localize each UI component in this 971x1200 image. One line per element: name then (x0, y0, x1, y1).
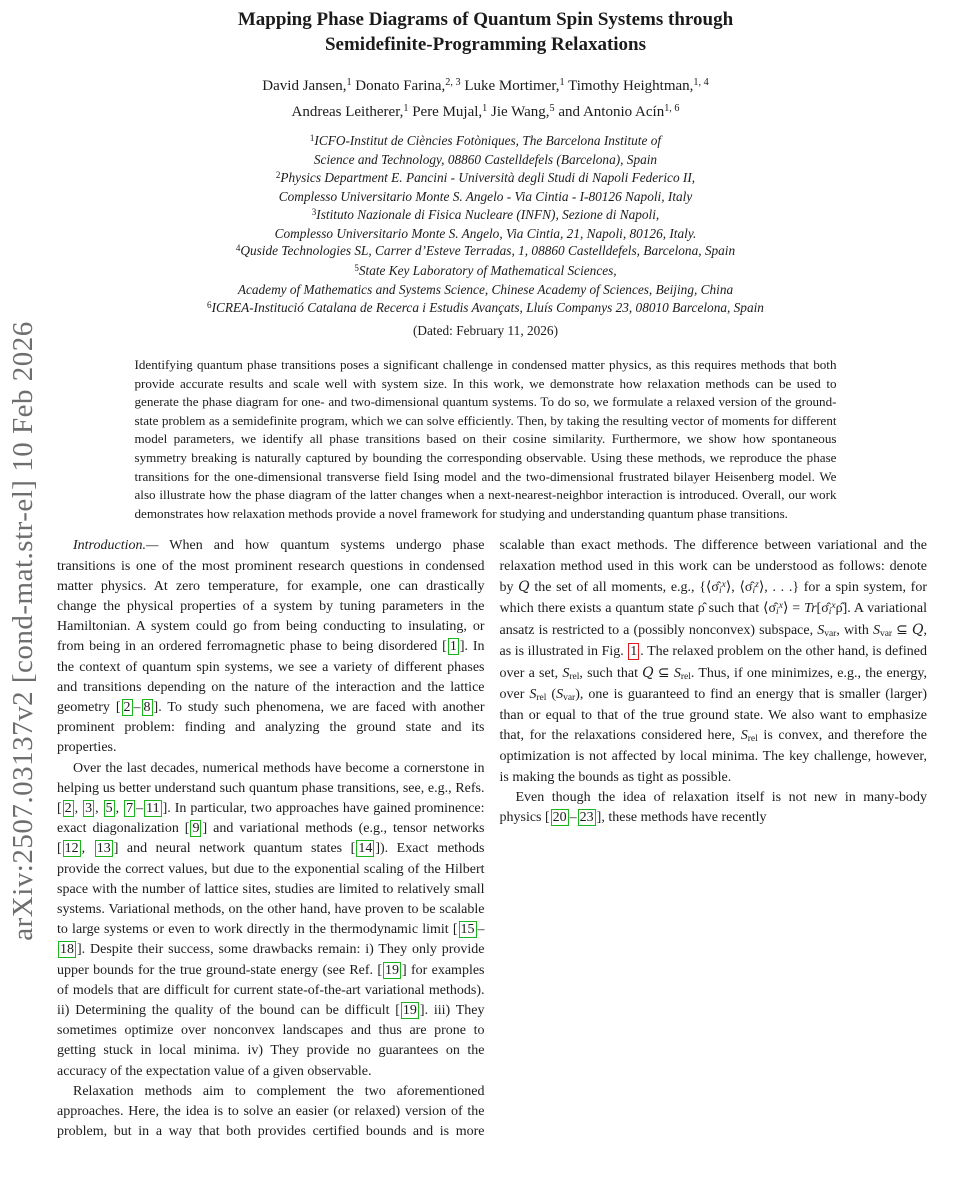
citation-link[interactable]: 19 (402, 1003, 417, 1019)
citation-link[interactable]: 5 (105, 801, 113, 817)
affiliation-list (0, 132, 971, 318)
citation-link[interactable]: 1 (449, 639, 457, 655)
citation-link[interactable]: 12 (64, 841, 79, 857)
citation-link[interactable]: 9 (192, 821, 200, 837)
affiliation-line: Academy of Mathematics and Systems Science, Chinese Academy of Sciences, Beijing, China (237, 282, 734, 298)
citation-link[interactable]: 20 (552, 810, 567, 826)
dated-line: (Dated: February 11, 2026) (413, 323, 558, 339)
affiliation-line: $^3$Istituto Nazionale di Fisica Nucleare (INFN), Sezione di Napoli, (311, 206, 660, 222)
affiliation-line: $^6$ICREA-Institució Catalana de Recerca i Estudis Avançats, Lluís Companys 23, 08010 Barcelona, Spain (207, 299, 764, 315)
citation-link[interactable]: 14 (358, 841, 373, 857)
affiliation-line: Complesso Universitario Monte S. Angelo, Via Cintia, 21, Napoli, 80126, Italy. (274, 226, 697, 242)
citation-link[interactable]: 18 (60, 942, 74, 958)
citation-link[interactable]: 2 (64, 801, 72, 817)
affiliation-line: $^5$State Key Laboratory of Mathematical Sciences, (354, 262, 617, 278)
citation-link[interactable]: 7 (126, 801, 134, 817)
paragraph: Even though the idea of relaxation itself is not new in many-body physics [ 20 – 23 ], these methods have recently (499, 789, 927, 826)
affiliation-line: Science and Technology, 08860 Castelldefels (Barcelona), Spain (313, 152, 658, 168)
paper-title-line-2: Semidefinite-Programming Relaxations (324, 34, 647, 55)
paper-title (0, 7, 971, 57)
citation-link[interactable]: 13 (96, 841, 111, 857)
affiliation-line: $^4$Quside Technologies SL, Carrer d’Esteve Terradas, 1, 08860 Castelldefels, Barcelona, Spain (235, 243, 736, 259)
citation-link[interactable]: 2 (123, 700, 131, 716)
citation-link[interactable]: 3 (85, 801, 93, 817)
author-line: David Jansen,$^1$ Donato Farina,$^{2, 3}$ Luke Mortimer,$^1$ Timothy Heightman,$^{1, 4}$ (262, 77, 709, 94)
author-list (0, 74, 971, 126)
citation-link[interactable]: 23 (579, 810, 594, 826)
body-columns (57, 536, 927, 1148)
abstract: Identifying quantum phase transitions poses a significant challenge in condensed matter physics, as this requires methods that both provide accurate results and scale well with system size. In this work, we demonstrate how relaxation methods can be used to generate the phase diagram for one- and two-dimensional quantum systems. To do so, we formulate a relaxed version of the ground-state problem as a semidefinite program, which we can solve efficiently. Then, by taking the resulting vector of moments for different model parameters, we identify all phase transitions based on their cosine similarity. Furthermore, we show how spontaneous symmetry breaking is naturally captured by bounding the corresponding observable. Using these methods, we reproduce the phase transitions for the one-dimensional transverse field Ising model and the two-dimensional frustrated bilayer Heisenberg model. We also illustrate how the phase diagram of the latter changes when a next-nearest-neighbor interaction is introduced. Overall, our work demonstrates how relaxation methods provide a novel framework for studying and understanding quantum phase transitions. (134, 357, 837, 521)
paragraph: Over the last decades, numerical methods have become a cornerstone in helping us better understand such quantum phase transitions, see, e.g., Refs. [ 2 , 3 , 5 , 7 – 11 ]. In particular, two approaches have gained prominence: exact diagonalization [ 9 ] and variational methods (e.g., tensor networks [ 12 , 13 ] and neural network quantum states [ 14 ]). Exact methods provide the correct values, but due to the exponential scaling of the Hilbert space with the number of lattice sites, studies are limited to relatively small systems. Variational methods, on the other hand, have proven to be scalable to large systems or even to work directly in the thermodynamic limit [ 15 –18 ]. Despite their success, some drawbacks remain: i) They only provide upper bounds for the true ground-state energy (see Ref. [ 19 ] for examples of models that are difficult for current state-of-the-art variational methods). ii) Determining the quality of the bound can be difficult [ 19 ]. iii) They sometimes optimize over nonconvex landscapes and thus are prone to getting stuck in local minima. iv) They provide no guarantees on the accuracy of the expectation value of a given observable. (57, 760, 485, 1079)
author-line: Andreas Leitherer,$^1$ Pere Mujal,$^1$ Jie Wang,$^5$ and Antonio Acín$^{1, 6}$ (291, 103, 680, 120)
affiliation-line: Complesso Universitario Monte S. Angelo - Via Cintia - I-80126 Napoli, Italy (278, 189, 693, 205)
citation-link[interactable]: 8 (143, 700, 151, 716)
figure-link[interactable]: 1 (630, 644, 638, 660)
citation-link[interactable]: 11 (146, 801, 160, 817)
paragraph: Introduction.— When and how quantum systems undergo phase transitions is one of the most prominent research questions in condensed matter physics. At zero temperature, for example, one can drastically change the physical properties of a system by tuning parameters in the Hamiltonian. A system could go from being conducting to insulating, or from being in an ordered ferromagnetic phase to being disordered [ 1 ]. In the context of quantum spin systems, we see a variety of different phases and transitions depending on the nature of the interaction and the lattice geometry [ 2 – 8 ]. To study such phenomena, we are faced with another prominent problem: finding and analyzing the ground state and its properties. (57, 538, 485, 756)
affiliation-line: $^2$Physics Department E. Pancini - Università degli Studi di Napoli Federico II, (275, 169, 696, 185)
citation-link[interactable]: 19 (385, 962, 400, 978)
paragraph: Relaxation methods aim to complement the two aforementioned approaches. Here, the idea is to solve an easier (or relaxed) version of the problem, but in a way that both provides certified bounds and is more scalable than exact methods. The difference between variational and the relaxation method used in this work can be understood as follows: denote by Q the set of all moments, e.g., {$⟨\sigmâi^x⟩$, $⟨\sigmâi^z⟩$, . . .} for a spin system, for which there exists a quantum state ρ̂ such that $⟨\sigmâi^x⟩$ = $Tr[\sigmâi^x\rhô]$. A variational ansatz is restricted to a (possibly nonconvex) subspace, Svar, with Svar ⊆ Q, as is illustrated in Fig. 1 . The relaxed problem on the other hand, is defined over a set, Srel, such that Q ⊆ Srel. Thus, if one minimizes, e.g., the energy, over Srel (Svar), one is guaranteed to find an energy that is smaller (larger) than or equal to that of the true ground state. We also want to emphasize that, for the relaxations considered here, Srel is convex, and therefore the optimization is not affected by local minima. The key challenge, however, is making the bounds as tight as possible. (57, 538, 927, 1140)
paper-title-line-1: Mapping Phase Diagrams of Quantum Spin Systems through (237, 9, 734, 30)
arxiv-stamp: arXiv:2507.03137v2 [cond-mat.str-el] 10 Feb 2026 (7, 321, 39, 941)
citation-link[interactable]: 15 (460, 922, 475, 938)
affiliation-line: $^1$ICFO-Institut de Ciències Fotòniques, The Barcelona Institute of (309, 132, 662, 148)
